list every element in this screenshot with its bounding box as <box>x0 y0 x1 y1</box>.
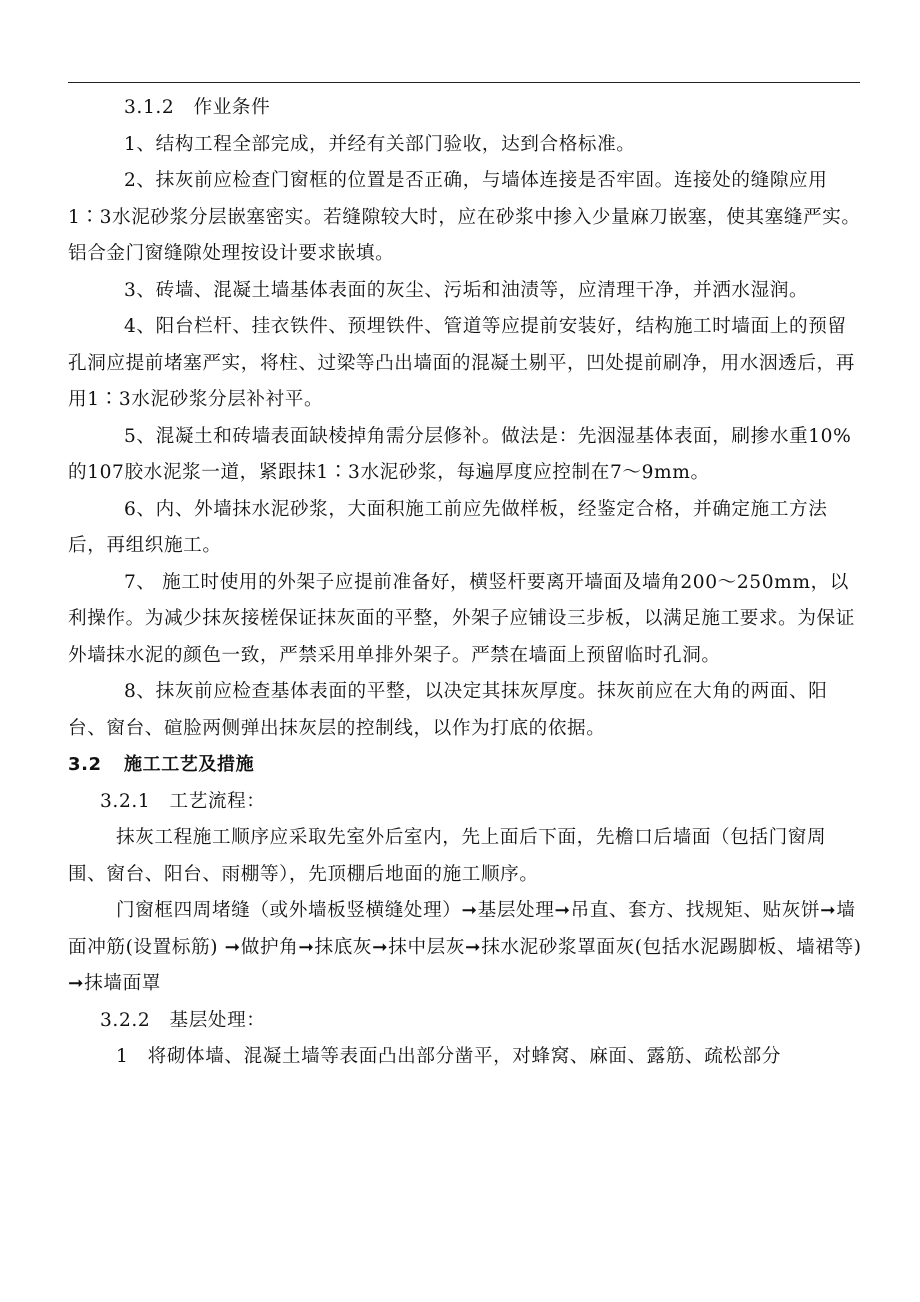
base-treatment-item-1: 1 将砌体墙、混凝土墙等表面凸出部分凿平，对蜂窝、麻面、露筋、疏松部分 <box>116 1046 782 1067</box>
section-3-2-title: 施工工艺及措施 <box>124 754 255 775</box>
document-body <box>68 90 864 1076</box>
section-3-2-2-heading: 3.2.2 基层处理： <box>100 1009 266 1031</box>
section-3-2-number: 3.2 <box>68 754 102 775</box>
process-sequence-paragraph: 抹灰工程施工顺序应采取先室外后室内，先上面后下面，先檐口后墙面（包括门窗周围、窗台、阳台、雨棚等），先顶棚后地面的施工顺序。 <box>68 827 827 885</box>
process-flow-paragraph: 门窗框四周堵缝（或外墙板竖横缝处理）➞基层处理➞吊直、套方、找规矩、贴灰饼➞墙面冲筋(设置标筋) ➞做护角➞抹底灰➞抹中层灰➞抹水泥砂浆罩面灰(包括水泥踢脚板、墙裙等) ➞抹墙面罩 <box>68 900 862 994</box>
section-3-2-heading <box>68 747 864 784</box>
condition-item-8: 8、抹灰前应检查基体表面的平整，以决定其抹灰厚度。抹灰前应在大角的两面、阳台、窗台、碹脸两侧弹出抹灰层的控制线，以作为打底的依据。 <box>68 681 828 739</box>
condition-item-2: 2、抹灰前应检查门窗框的位置是否正确，与墙体连接是否牢固。连接处的缝隙应用1∶3水泥砂浆分层嵌塞密实。若缝隙较大时，应在砂浆中掺入少量麻刀嵌塞，使其塞缝严实。铝合金门窗缝隙处理按设计要求嵌填。 <box>68 170 861 264</box>
section-3-2-1-heading: 3.2.1 工艺流程： <box>100 790 266 812</box>
condition-item-5: 5、混凝土和砖墙表面缺棱掉角需分层修补。做法是：先洇湿基体表面，刷掺水重10%的107胶水泥浆一道，紧跟抹1∶3水泥砂浆，每遍厚度应控制在7～9mm。 <box>68 425 852 483</box>
condition-item-4: 4、阳台栏杆、挂衣铁件、预埋铁件、管道等应提前安装好，结构施工时墙面上的预留孔洞应提前堵塞严实，将柱、过梁等凸出墙面的混凝土剔平，凹处提前刷净，用水洇透后，再用1∶3水泥砂浆分层补衬平。 <box>68 316 855 410</box>
condition-item-6: 6、内、外墙抹水泥砂浆，大面积施工前应先做样板，经鉴定合格，并确定施工方法后，再组织施工。 <box>68 498 828 556</box>
header-rule <box>68 82 860 83</box>
condition-item-1: 1、结构工程全部完成，并经有关部门验收，达到合格标准。 <box>124 133 636 155</box>
condition-item-7: 7、 施工时使用的外架子应提前准备好，横竖杆要离开墙面及墙角200～250mm，以利操作。为减少抹灰接槎保证抹灰面的平整，外架子应铺设三步板，以满足施工要求。为保证外墙抹水泥的颜色一致，严禁采用单排外架子。严禁在墙面上预留临时孔洞。 <box>68 571 855 666</box>
condition-item-3: 3、砖墙、混凝土墙基体表面的灰尘、污垢和油渍等，应清理干净，并洒水湿润。 <box>124 279 809 301</box>
section-3-1-2-heading: 3.1.2 作业条件 <box>124 97 271 118</box>
